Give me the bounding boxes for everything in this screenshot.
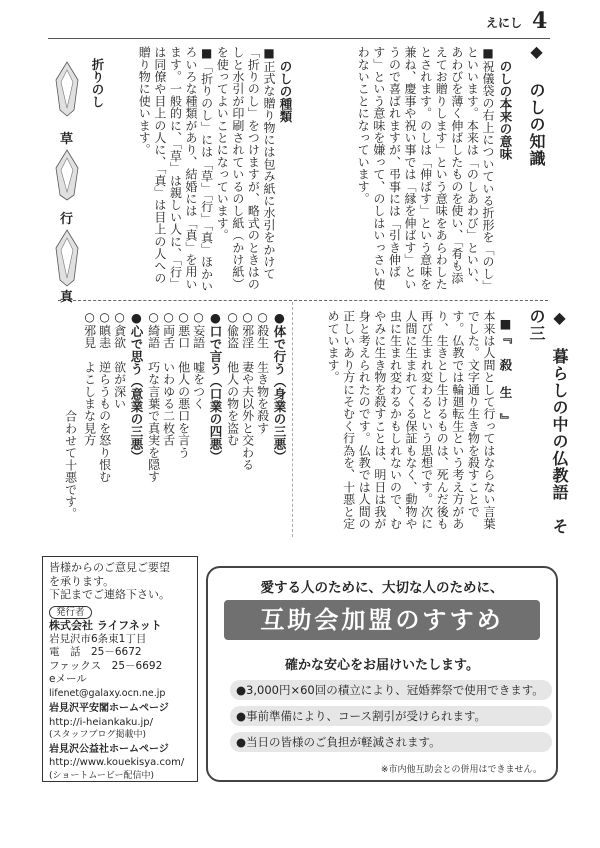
noshi-title: ◆ のしの知識 [527,42,546,167]
group-mind-title: ●心で思う（意業の三悪） [129,310,144,463]
page-number: 4 [532,8,548,34]
page-header [480,8,590,38]
promo-subhead: 確かな安心をお届けいたします。 [285,658,479,673]
group-mouth-item: ○悪口 他人の悪口を言う [176,310,191,459]
noshi-section2-text: ■正式な贈り物には包み紙に水引をかけて「折りのし」をつけますが、略式のときはのしと水引が印刷されているのし紙（かけ紙）を使ってよいことになっています。 ■「折りのし」には「草」「行」「真」ほかいろいろな種類があり、結婚には「真」を用います。一般的に、「草」は親しい人に、「行」は同僚や目上の人に、「真」は目上の人への贈り物に使います。 [137,46,276,293]
section-divider [58,300,548,301]
company-fax: ファックス 25－6692 [49,659,163,672]
group-mind-item: ○邪見 よこしまな見方 [82,310,97,447]
noshi-label-gyou: 行 [60,212,74,227]
promo-banner-text: 互助会加盟のすすめ [260,606,504,634]
noshi-section2-title: のしの種類 [278,60,293,123]
promo-bullet: ●3,000円×60回の積立により、冠婚葬祭で使用できます。 [230,680,552,700]
noshi-label-sou: 草 [60,132,74,147]
site2-url[interactable]: http://www.kouekisya.com/ [49,757,185,768]
noshi-section1-text: ■祝儀袋の右上についている折形を「のし」といいます。本来は「のしあわび」といい、あわびを薄く伸ばしたものを使い、「肴も添えてお贈りします」という意味をあらわしたとされます。のしは「伸ばす」という意味を兼ね、慶事や祝い事では「縁を伸ばす」というので喜ばれますが、弔事には「引き伸ばす」という意味を嫌って、のしはいっさい使わないことになっています。 [356,46,495,292]
promo-bullet: ●事前準備により、コース割引が受けられます。 [230,706,552,726]
contact-intro-line: 下記までご連絡下さい。 [49,588,170,601]
promo-banner [224,600,540,640]
site1-title: 岩見沢平安閣ホームページ [49,703,169,714]
noshi-figure [50,60,84,305]
newsletter-name: えにし [486,16,523,30]
bukkyo-closing: 合わせて十悪です。 [63,410,78,520]
noshi-section1-title: のしの本来の意味 [498,60,513,160]
site2-title: 岩見沢公益社ホームページ [49,743,169,755]
group-body-item: ○偸盗 他人の物を盗む [225,310,240,447]
noshi-figure-caption: 折りのし [90,58,105,108]
promo-box [206,566,558,782]
contact-intro-line: を承ります。 [49,574,115,588]
noshi-label-shin: 真 [60,290,74,305]
noshi-illustration [50,60,84,300]
publisher-label: 発行者 [49,606,92,619]
group-body-title: ●体で行う（身業の三悪） [272,310,287,463]
group-body-item: ○殺生 生き物を殺す [255,310,270,434]
group-mouth-title: ●口で言う（口業の四悪） [208,310,223,463]
site1-url[interactable]: http://i-heiankaku.jp/ [49,716,153,728]
promo-headline: 愛する人のために、大切な人のために、 [260,580,504,596]
group-body-item: ○邪淫 妻や夫以外と交わる [240,310,255,471]
company-address: 岩見沢市6条東1丁目 [49,632,147,645]
group-mind-item: ○瞋恚 逆らうものを怒り恨む [97,310,112,483]
group-mouth-item: ○妄語 嘘をつく [191,310,206,410]
group-mouth-item: ○綺語 巧な言葉で真実を隠す [146,310,161,483]
contact-intro-line: 皆様からのご意見ご要望 [49,561,170,574]
promo-note: ※市内他互助会との併用はできません。 [380,765,542,775]
bukkyo-intro: 本来は人間として行ってはならない言葉でした。文字通り生き物を殺すことです。仏教では輪廻転生という考え方があり、生きとし生けるものは、死んだ後も再び生まれ変わるという思想です。次に人間に生まれてくる保証もなく、動物や虫に生まれ変わるかもしれないので、むやみに生き物を殺すことは、明日は我が身と考えられたのです。仏教では人間の正しいあり方にそむく行為を、十悪と定めています。 [326,310,496,530]
bukkyo-title: ◆ 暮らしの中の仏教語 その三 [527,308,569,535]
group-mouth-item: ○両舌 いわゆる二枚舌 [161,310,176,447]
column-divider [292,302,293,537]
bukkyo-groups [58,306,290,538]
header-rule [48,38,550,39]
site2-note: (ショートムービー配信中) [49,770,155,781]
email-address[interactable]: lifenet@galaxy.ocn.ne.jp [49,687,166,699]
bukkyo-subtitle: ■『 殺 生 』 [498,316,513,426]
promo-bullet: ●当日の皆様のご負担が軽減されます。 [230,732,552,752]
company-name: 株式会社 ライフネット [49,619,162,632]
group-mind-item: ○貪欲 欲が深い [112,310,127,410]
company-tel: 電 話 25－6672 [49,646,142,658]
email-label: eメール [49,673,87,685]
contact-box [42,556,198,782]
site1-note: (スタッフブログ掲載中) [49,730,147,740]
